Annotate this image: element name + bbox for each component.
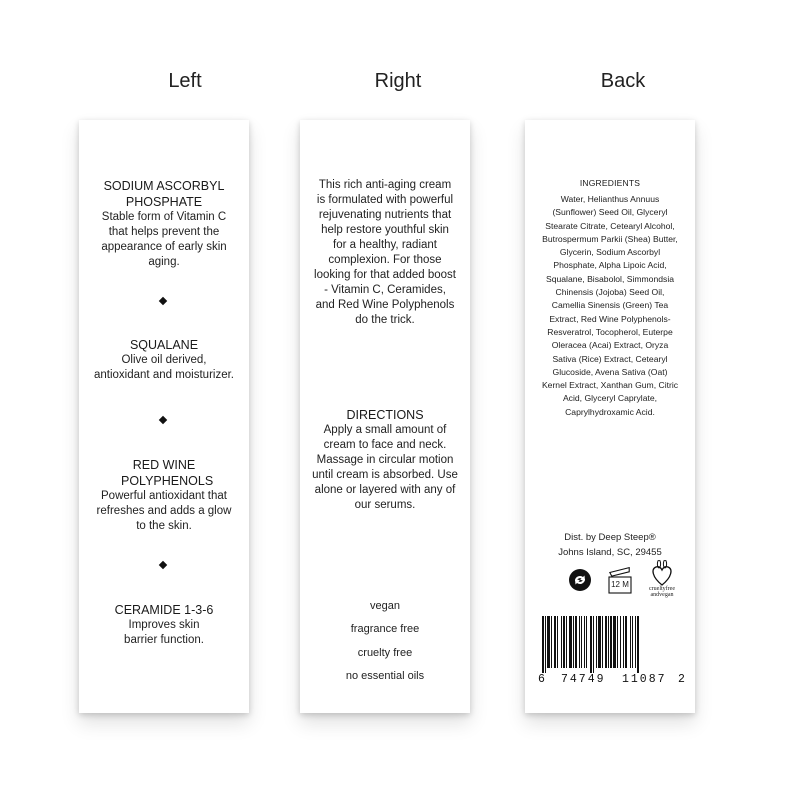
ingredients-list: Water, Helianthus Annuus (Sunflower) Seed Oil, Glyceryl Stearate Citrate, Cetearyl Alcohol, Butrospermum Parkii (Shea) Butter, Glycerin, Sodium Ascorbyl Phosphate, Alpha Lipoic Acid, Squalane, Bisabolol, Simmondsia Chinensis (Jojoba) Seed Oil, Camellia Sinensis (Green) Tea Extract, Red Wine Polyphenols-Resveratrol, Tocopherol, Euterpe Oleracea (Acai) Extract, Oryza Sativa (Rice) Extract, Cetearyl Glucoside, Avena Sativa (Oat) Kernel Extract, Xanthan Gum, Citric Acid, Glyceryl Caprylate, Caprylhydroxamic Acid. — [541, 194, 679, 417]
diamond-divider — [159, 561, 167, 569]
ingredient-section — [79, 457, 249, 534]
section-heading: SODIUM ASCORBYL PHOSPHATE — [103, 179, 225, 209]
section-body: Olive oil derived, antioxidant and moisturizer. — [94, 354, 234, 381]
distributor-info — [525, 530, 695, 560]
claim-fragrance-free: fragrance free — [350, 623, 420, 635]
back-column-title: Back — [600, 70, 646, 92]
section-heading: CERAMIDE 1-3-6 — [114, 603, 214, 617]
barcode-digits-left: 74749 — [561, 673, 606, 686]
ingredients-heading: INGREDIENTS — [579, 178, 641, 188]
distributor-address: Johns Island, SC, 29455 — [558, 547, 662, 558]
claim-vegan: vegan — [370, 600, 400, 612]
recycle-icon — [568, 568, 592, 592]
distributor-name: Dist. by Deep Steep® — [564, 532, 656, 543]
section-body: Stable form of Vitamin C that helps prevent the appearance of early skin aging. — [101, 211, 227, 268]
ingredient-section — [79, 178, 249, 270]
barcode-digit-first: 6 — [538, 673, 545, 686]
barcode-digit-last: 2 — [678, 673, 685, 686]
barcode — [540, 616, 685, 673]
product-description: This rich anti-aging cream is formulated with powerful rejuvenating nutrients that help restore youthful skin for a healthy, radiant complexion. For those looking for that added boost - Vitamin C, Ceramides, and Red Wine Polyphenols do the trick. — [314, 179, 456, 326]
cruelty-free-line2: andvegan — [650, 592, 674, 598]
ingredient-section — [79, 337, 249, 383]
cruelty-free-icon — [647, 560, 677, 600]
pao-label: 12 M — [611, 580, 629, 589]
section-heading: SQUALANE — [129, 338, 199, 352]
cruelty-free-text — [643, 586, 681, 598]
section-body: Improves skin barrier function. — [124, 619, 204, 646]
right-column-title: Right — [374, 70, 422, 92]
claim-cruelty-free: cruelty free — [357, 647, 413, 659]
section-heading: RED WINE POLYPHENOLS — [121, 458, 214, 488]
back-label-panel — [525, 120, 695, 713]
right-label-panel — [300, 120, 470, 713]
directions-section — [300, 407, 470, 513]
left-column-title: Left — [168, 70, 202, 92]
period-after-opening-icon — [605, 567, 635, 595]
cruelty-free-line1: crueltyfree — [649, 586, 675, 592]
ingredient-section — [79, 602, 249, 648]
directions-heading: DIRECTIONS — [346, 408, 424, 422]
diamond-divider — [159, 416, 167, 424]
diamond-divider — [159, 297, 167, 305]
claim-no-essential-oils: no essential oils — [345, 670, 425, 682]
directions-body: Apply a small amount of cream to face and neck. Massage in circular motion until cream is absorbed. Use alone or layered with any of our serums. — [312, 424, 458, 511]
left-label-panel — [79, 120, 249, 713]
section-body: Powerful antioxidant that refreshes and adds a glow to the skin. — [96, 490, 232, 532]
barcode-digits-right: 11087 — [622, 673, 667, 686]
